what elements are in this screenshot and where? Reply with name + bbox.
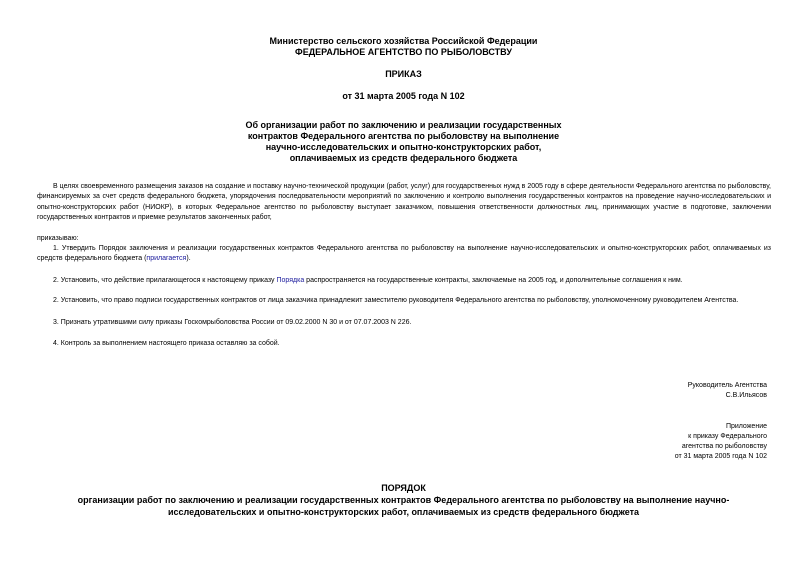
procedure-title-line-1: организации работ по заключению и реализации государственных контрактов Федерального агентства по рыболовству на выполнение научно-: [77, 495, 730, 505]
title-line-2: контрактов Федерального агентства по рыболовству на выполнение: [247, 131, 560, 141]
signature-name: С.В.Ильясов: [725, 392, 767, 399]
agency-name: ФЕДЕРАЛЬНОЕ АГЕНТСТВО ПО РЫБОЛОВСТВУ: [295, 47, 512, 57]
document-date-number: от 31 марта 2005 года N 102: [342, 91, 465, 101]
appendix-ref-line-4: от 31 марта 2005 года N 102: [674, 453, 767, 460]
item-2a-text: 2. Установить, что действие прилагающегося к настоящему приказу: [53, 277, 277, 284]
item-4-paragraph: 4. Контроль за выполнением настоящего приказа оставляю за собой.: [53, 340, 280, 347]
title-line-3: научно-исследовательских и опытно-конструкторских работ,: [265, 142, 542, 152]
item-1-end: ).: [186, 255, 191, 263]
order-word: приказываю:: [37, 235, 79, 242]
ministry-name: Министерство сельского хозяйства Российской Федерации: [269, 36, 538, 46]
appendix-link[interactable]: прилагается: [146, 255, 187, 263]
item-2a-end: распространяется на государственные контракты, заключаемые на 2005 год, и дополнительные соглашения к ним.: [304, 277, 683, 284]
item-1-text: 1. Утвердить Порядок заключения и реализации государственных контрактов Федерального агентства по рыболовству на выполнение научно-исследовательских и опытно-конструкторских работ, оплачиваемых из средств федерального бюджета (: [37, 245, 771, 263]
signature-position: Руководитель Агентства: [687, 382, 767, 389]
appendix-label: Приложение: [725, 423, 767, 430]
item-2a-paragraph: [37, 276, 771, 286]
item-3-paragraph: 3. Признать утратившими силу приказы Госкомрыболовства России от 09.02.2000 N 30 и от 07.07.2003 N 226.: [53, 319, 412, 326]
item-2b-paragraph: 2. Установить, что право подписи государственных контрактов от лица заказчика принадлежит заместителю руководителя Федерального агентства по рыболовству, уполномоченному руководителем Агентства.: [53, 297, 739, 304]
title-line-4: оплачиваемых из средств федерального бюджета: [289, 153, 518, 163]
item-1-paragraph: [37, 244, 771, 265]
preamble-paragraph: В целях своевременного размещения заказов на создание и поставку научно-технической продукции (работ, услуг) для государственных нужд в 2005 году в сфере деятельности Федерального агентства по рыболовству, финансируемых за счет средств федерального бюджета, упорядочения последовательности мероприятий по заключению и контролю выполнения государственных контрактов на проведение научно-исследовательских и опытно-конструкторских работ (НИОКР), в которых Федеральное агентство по рыболовству выступает заказчиком, повышения ответственности должностных лиц, принимающих участие в подготовке, заключении государственных контрактов и приемке результатов законченных работ,: [37, 183, 771, 222]
appendix-ref-line-2: к приказу Федерального: [688, 433, 767, 440]
document-type: ПРИКАЗ: [385, 69, 422, 79]
procedure-heading: ПОРЯДОК: [381, 483, 426, 493]
title-line-1: Об организации работ по заключению и реализации государственных: [245, 120, 562, 130]
appendix-ref-line-3: агентства по рыболовству: [681, 443, 767, 450]
procedure-link[interactable]: Порядка: [276, 277, 305, 284]
procedure-title-line-2: исследовательских и опытно-конструкторских работ, оплачиваемых из средств федерального бюджета: [167, 507, 640, 517]
